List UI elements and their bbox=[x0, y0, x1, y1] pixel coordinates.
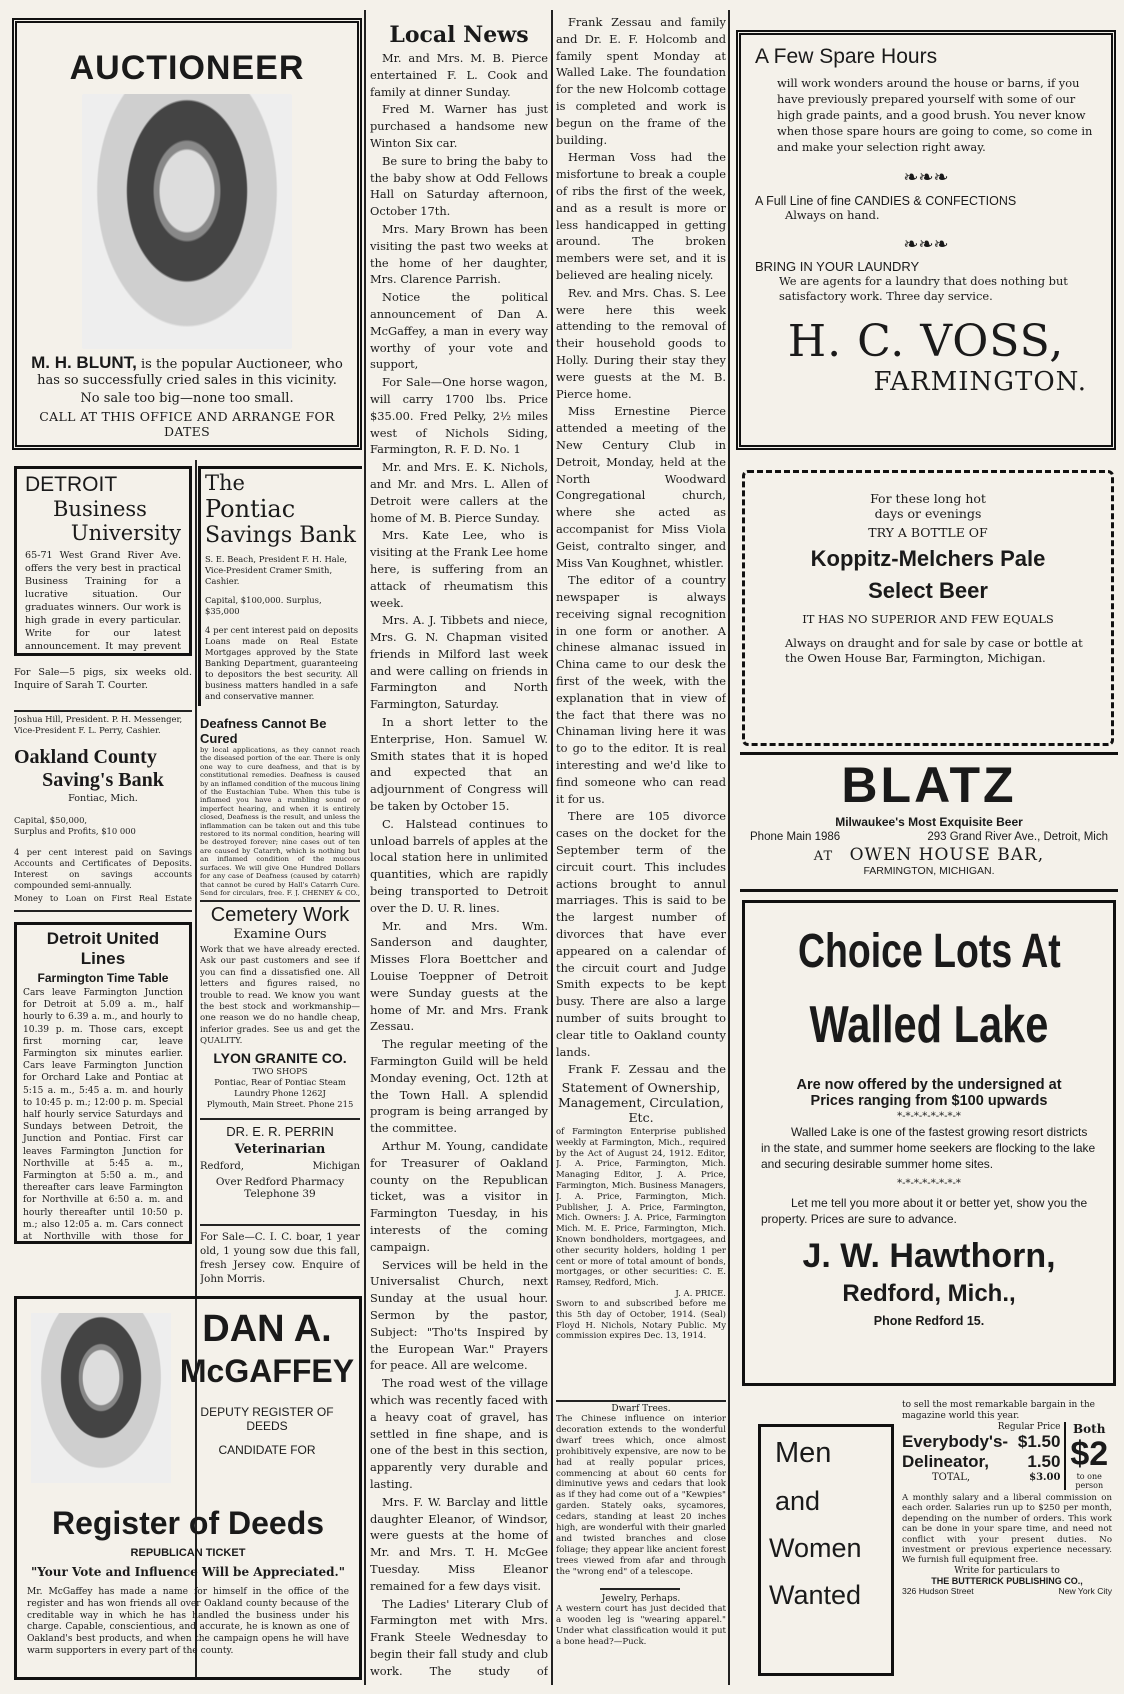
perrin-ad bbox=[200, 1124, 360, 1224]
lots-body-1: Walled Lake is one of the fastest growing resort districts in the state, and summer home seekers are flocking to the lake and securing desirable summer home sites. bbox=[761, 1125, 1096, 1171]
wanted-write: Write for particulars to bbox=[954, 1565, 1060, 1576]
mcgaffey-candidate: CANDIDATE FOR bbox=[218, 1443, 316, 1457]
lots-town: Redford, Mich., bbox=[842, 1280, 1016, 1307]
ocsb-officers: Joshua Hill, President. P. H. Messenger, Vice-President F. L. Perry, Cashier. bbox=[14, 714, 183, 735]
voss-ornament: ❧❧❧ bbox=[903, 167, 949, 188]
auctioneer-name: M. H. BLUNT, bbox=[31, 353, 137, 372]
news-item: Miss Ernestine Pierce attended a meeting of the New Century Club in Detroit, Monday, held at the North Woodward Congregational church, where she acted as accompanist for Miss Viola Geist, contralto singer, and Miss Van Koughnet, whistler. bbox=[556, 404, 726, 570]
wanted-intro: to sell the most remarkable bargain in the magazine world this year. bbox=[902, 1400, 1095, 1421]
walled-lake-lots-ad bbox=[742, 900, 1116, 1386]
auctioneer-line3: CALL AT THIS OFFICE AND ARRANGE FOR DATES bbox=[39, 409, 335, 439]
news-item: Rev. and Mrs. Chas. S. Lee were here this week attending to the removal of their household goods to Holly. During their stay they were guests at the M. B. Pierce home. bbox=[556, 285, 726, 401]
voss-candies2: Always on hand. bbox=[785, 208, 880, 222]
news-item: For Sale—One horse wagon, will carry 1700 lbs. Price $35.00. Fred Pelky, 2½ miles west of Nichols Siding, Farmington, R. F. D. No. 1 bbox=[370, 375, 548, 457]
news-item: The road west of the village which was recently faced with a heavy coat of gravel, has settled in fine shape, and is one of the best in this section, apparently very durable and lasting. bbox=[370, 1376, 548, 1491]
news-item: Arthur M. Young, candidate for Treasurer of Oakland county on the Republican ticket, was a visitor in Farmington Tuesday, in his interests of the coming campaign. bbox=[370, 1139, 548, 1254]
voss-laundry2: We are agents for a laundry that does nothing but satisfactory work. Three day service. bbox=[779, 274, 1068, 303]
jewelry-perhaps bbox=[556, 1594, 726, 1674]
lots-stars: *-*-*-*-*-*-*-* bbox=[897, 1111, 961, 1122]
dbu-title-1: DETROIT bbox=[25, 473, 118, 496]
for-sale-boar: For Sale—C. I. C. boar, 1 year old, 1 young sow due this fall, fresh Jersey cow. Enquire of John Morris. bbox=[200, 1231, 360, 1285]
news-item: The editor of a country newspaper is always receiving signal recognition in one form or another. A chinese almanac issued in China came to our desk the first of the week, with the explanation that in view of the fact that there was no Chinaman living here it was to go to the editor. It is real interesting and we'd like to find someone who can read it for us. bbox=[556, 573, 726, 806]
lots-title-1: Choice Lots At bbox=[797, 925, 1061, 978]
wanted-body: A monthly salary and a liberal commission on each order. Salaries run up to $250 per month, depending on the number of orders. This work can be done in your spare time, and need not conflict with your present duties. No investment or previous experience necessary. We furnish full equipment free. bbox=[902, 1493, 1112, 1566]
ocsb-body: 4 per cent interest paid on Savings Accounts and Certificates of Deposits. Interest on savings accounts compounded semi-annually. bbox=[14, 847, 192, 890]
beer-l6: IT HAS NO SUPERIOR AND FEW EQUALS bbox=[802, 612, 1054, 626]
mcgaffey-body: Mr. McGaffey has made a name for himself in the office of the register and has won friends all over Oakland county because of the creditable way in which he has handled the business under his charge. Capable, conscientious, and accurate, he is known as one of Oakland's best products, and when the campaign opens he will have warm supporters in every part of the county. bbox=[27, 1587, 349, 1656]
news-item: Frank Zessau and family and Dr. E. F. Holcomb and family spent Monday at Walled Lake. The foundation for the new Holcomb cottage is completed and work is begun on the frame of the building. bbox=[556, 15, 726, 147]
news-item: Services will be held in the Universalist Church, next Sunday at the usual hour. Sermon by the pastor, Subject: "Tho'ts Inspired by the European War." Prayers for peace. All are welcome. bbox=[370, 1257, 548, 1373]
mcgaffey-ticket: REPUBLICAN TICKET bbox=[130, 1547, 246, 1559]
ocsb-surplus: Surplus and Profits, $10 000 bbox=[14, 826, 136, 836]
wanted-company: THE BUTTERICK PUBLISHING CO., bbox=[931, 1575, 1083, 1586]
psb-title-3: Savings Bank bbox=[205, 523, 356, 548]
blatz-ad bbox=[740, 752, 1118, 892]
cemetery-addr1: Pontiac, Rear of Pontiac Steam Laundry Phone 1262J bbox=[214, 1076, 346, 1098]
news-item: The regular meeting of the Farmington Guild will be held Monday evening, Oct. 12th at the Town Hall. A splendid program is being arranged by the committee. bbox=[370, 1037, 548, 1136]
lots-phone: Phone Redford 15. bbox=[873, 1314, 985, 1328]
wanted-regular: Regular Price bbox=[997, 1422, 1061, 1432]
news-item: In a short letter to the Enterprise, Hon. Samuel W. Smith states that it is hoped and expected that an adjournment of Congress will be taken by October 15. bbox=[370, 715, 548, 814]
mcgaffey-name-1: DAN A. bbox=[202, 1308, 332, 1350]
lots-stars-2: *-*-*-*-*-*-*-* bbox=[897, 1178, 961, 1189]
dbu-title-3: University bbox=[70, 521, 181, 545]
dwarf-trees bbox=[556, 1404, 726, 1584]
wanted-price-2: 1.50 bbox=[1027, 1452, 1061, 1471]
perrin-over: Over Redford Pharmacy bbox=[215, 1176, 345, 1188]
statement-title: Statement of Ownership, Management, Circulation, Etc. bbox=[557, 1080, 725, 1125]
wanted-everybodys: Everybody's- bbox=[902, 1432, 1009, 1451]
beer-l7: Always on draught and for sale by case or bottle at the Owen House Bar, Farmington, Michigan. bbox=[785, 636, 1083, 665]
statement-sworn: Sworn to and subscribed before me this 5th day of October, 1914. (Seal) Floyd H. Nichols, Notary Public. My commission expires Dec. 13, 1914. bbox=[556, 1298, 726, 1342]
blatz-at: AT bbox=[813, 849, 834, 864]
perrin-title: Veterinarian bbox=[234, 1142, 326, 1157]
news-item: Mrs. F. W. Barclay and little daughter Eleanor, of Windsor, were guests at the home of Mr. and Mrs. T. H. McGee Tuesday. Miss Eleanor remained for a few days visit. bbox=[370, 1494, 548, 1593]
ocsb-title-2: Saving's Bank bbox=[42, 769, 164, 791]
dul-title: Detroit United Lines bbox=[46, 929, 160, 968]
perrin-state: Michigan bbox=[312, 1161, 360, 1172]
cemetery-addr2: Plymouth, Main Street. Phone 215 bbox=[206, 1098, 354, 1109]
mcgaffey-slogan: "Your Vote and Influence Will be Appreciated." bbox=[31, 1565, 345, 1579]
news-item: Herman Voss had the misfortune to break a couple of ribs the first of the week, and as a result is more or less handicapped in getting around. The broken members were set, and it is believed are healing nicely. bbox=[556, 150, 726, 282]
auctioneer-title: AUCTIONEER bbox=[69, 49, 305, 87]
psb-title-1: The bbox=[205, 471, 245, 495]
wanted-w4: Wanted bbox=[769, 1580, 862, 1610]
psb-officers: S. E. Beach, President F. H. Hale, Vice-President Cramer Smith, Cashier. bbox=[205, 554, 348, 586]
mcgaffey-deputy-2: DEEDS bbox=[246, 1419, 288, 1433]
mcgaffey-deputy-1: DEPUTY REGISTER OF bbox=[200, 1405, 334, 1419]
cemetery-title: Cemetery Work bbox=[210, 904, 350, 926]
wanted-w2: and bbox=[775, 1486, 821, 1516]
cemetery-ad bbox=[200, 904, 360, 1114]
lots-body-2: Let me tell you more about it or better yet, show you the property. Prices are sure to advance. bbox=[761, 1196, 1088, 1226]
cemetery-company: LYON GRANITE CO. bbox=[213, 1049, 347, 1066]
deafness-ad bbox=[200, 716, 360, 896]
news-item: The Ladies' Literary Club of Farmington met with Mrs. Frank Steele Wednesday to begin their fall study and club work. The study of bbox=[370, 1596, 548, 1678]
voss-title: A Few Spare Hours bbox=[755, 45, 938, 68]
news-item: Fred M. Warner has just purchased a handsome new Winton Six car. bbox=[370, 102, 548, 150]
cemetery-shops: TWO SHOPS bbox=[252, 1065, 308, 1076]
blatz-address: 293 Grand River Ave., Detroit, Mich bbox=[927, 831, 1108, 843]
mcgaffey-portrait bbox=[31, 1313, 171, 1483]
ocsb-capital: Capital, $50,000, bbox=[14, 815, 88, 825]
auctioneer-ad bbox=[12, 18, 362, 450]
detroit-business-ad bbox=[14, 466, 192, 656]
dwarf-body: The Chinese influence on interior decoration extends to the wonderful dwarf trees which, once almost prohibitively expensive, are now to be had at really popular prices, commencing at about 60 cents for diminutive yews and cedars that look as if they had come out of a "Kewpies" garden. Stately oaks, sycamores, cedars, standing at least 20 inches high, are wonderful with their gnarled and twisted branches and close foliage; they appear like ancient forest trees viewed from afar and through the "wrong end" of a telescope. bbox=[556, 1414, 726, 1577]
perrin-city: Redford, bbox=[200, 1161, 244, 1172]
news-item: Mrs. Mary Brown has been visiting the past two weeks at the home of her daughter, Mrs. Clarence Parrish. bbox=[370, 221, 548, 287]
news-item: Mr. and Mrs. M. B. Pierce entertained F. L. Cook and family at dinner Sunday. bbox=[370, 51, 548, 99]
wanted-price-3: $3.00 bbox=[1029, 1472, 1061, 1483]
jewelry-title: Jewelry, Perhaps. bbox=[601, 1594, 681, 1604]
wanted-delineator: Delineator, bbox=[902, 1452, 989, 1471]
cemetery-subtitle: Examine Ours bbox=[233, 927, 327, 942]
news-item: C. Halstead continues to unload barrels of apples at the local station here in unlimited quantities, which are rapidly being transported to Detroit over the D. U. R. lines. bbox=[370, 816, 548, 915]
psb-capital: Capital, $100,000. Surplus, $35,000 bbox=[205, 595, 322, 616]
voss-ornament-2: ❧❧❧ bbox=[903, 234, 949, 255]
voss-body1: will work wonders around the house or barns, if you have previously prepared yourself with some of our high grade paints, and a good brush. You never know when those spare hours are going to come, so come in and make your selection right away. bbox=[777, 76, 1093, 154]
beer-ad bbox=[742, 470, 1114, 746]
blatz-phone: Phone Main 1986 bbox=[750, 831, 841, 843]
beer-l3: TRY A BOTTLE OF bbox=[868, 525, 988, 540]
news-item: Mr. and Mrs. E. K. Nichols, and Mr. and Mrs. L. Allen of Detroit were callers at the home of M. B. Pierce Sunday. bbox=[370, 460, 548, 525]
blatz-slogan: Milwaukee's Most Exquisite Beer bbox=[835, 815, 1023, 829]
cemetery-body: Work that we have already erected. Ask our past customers and see if you can find a dissatisfied one. All letters and figures raised, no trouble to read. We know you want the best stock and workmanship—one reason we do no handle cheap, inferior grades. See us and get the QUALITY. bbox=[200, 945, 360, 1047]
dwarf-title: Dwarf Trees. bbox=[611, 1404, 671, 1414]
news-item: There are 105 divorce cases on the docket for the September term of the circuit court. This includes actions brought to annul marriages. This is said to be the largest number of divorces that have ever appeared on a calendar of the circuit court and Judge Smith expects to be kept busy. There are also a large number of suits brought to clear title to Oakland county lands. bbox=[556, 809, 726, 1059]
local-news-col1 bbox=[370, 22, 548, 1682]
jewelry-body: A western court has just decided that a wooden leg is "wearing apparel." Under what classification would it put a bone head?—Puck. bbox=[556, 1604, 726, 1647]
lots-offer-2: Prices ranging from $100 upwards bbox=[810, 1093, 1048, 1109]
auctioneer-portrait bbox=[82, 94, 292, 349]
news-item: Frank F. Zessau and the bbox=[568, 1062, 726, 1076]
news-item: Be sure to bring the baby to the baby show at Odd Fellows Hall on Saturday afternoon, October 17th. bbox=[370, 153, 548, 219]
local-news-title: Local News bbox=[389, 22, 529, 48]
auctioneer-line1: is the popular Auctioneer, who has so successfully cried sales in this vicinity. bbox=[37, 357, 343, 388]
mcgaffey-office: Register of Deeds bbox=[51, 1505, 325, 1541]
oakland-bank-ad bbox=[14, 714, 192, 904]
wanted-w3: Women bbox=[769, 1533, 862, 1563]
voss-candies: A Full Line of fine CANDIES & CONFECTIONS bbox=[755, 194, 1017, 208]
statement-sign: J. A. PRICE. bbox=[675, 1288, 726, 1299]
wanted-ad bbox=[746, 1398, 1116, 1682]
detroit-united-ad bbox=[14, 922, 192, 1244]
wanted-w1: Men bbox=[775, 1437, 832, 1469]
mcgaffey-name-2: McGAFFEY bbox=[179, 1353, 355, 1389]
column-rule bbox=[551, 10, 553, 1685]
voss-town: FARMINGTON. bbox=[873, 367, 1087, 397]
wanted-price-1: $1.50 bbox=[1017, 1432, 1061, 1451]
perrin-name: DR. E. R. PERRIN bbox=[226, 1124, 334, 1139]
voss-ad bbox=[736, 30, 1116, 450]
column-rule bbox=[728, 10, 730, 1685]
local-news-col2 bbox=[556, 14, 726, 1076]
beer-l4: Koppitz-Melchers Pale bbox=[810, 546, 1046, 571]
wanted-both: Both bbox=[1073, 1422, 1106, 1436]
psb-body: 4 per cent interest paid on deposits Loans made on Real Estate Mortgages approved by the State Banking Department, guaranteeing to depositors the best security. All business matters handled in a safe and conservative manner. bbox=[205, 625, 358, 701]
news-item: Mr. and Mrs. Wm. Sanderson and daughter, Misses Flora Boettcher and Louise Toeppner of Detroit were Sunday guests at the home of Mr. and Mrs. Frank Zessau. bbox=[370, 918, 548, 1034]
beer-l5: Select Beer bbox=[868, 578, 988, 603]
dul-body: Cars leave Farmington Junction for Detroit at 5.09 a. m., half hourly to 6.39 a. m., and hourly to 10.39 p. m. Those cars, except first morning car, leave Farmington six minutes earlier. Cars leave Farmington Junction for Orchard Lake and Pontiac at 5:15 a. m., 5:45 a. m. and hourly to 10:45 p. m.; 12:00 p. m. Special half hourly service Saturdays and Sundays between Detroit, the Junction and Pontiac. First car leaves Farmington Junction for Northville at 5:45 a. m., Farmington at 5:50 a. m., and thereafter cars leave Farmington for Northville at 6:50 a. m. and hourly thereafter until 10:50 p. m.; also 12:05 a. m. Cars connect at Northville with those for bbox=[23, 988, 183, 1243]
deafness-title: Deafness Cannot Be Cured bbox=[200, 716, 327, 746]
deafness-body: by local applications, as they cannot reach the diseased portion of the ear. There is only one way to cure deafness, and that is by constitutional remedies. Deafness is caused by an inflamed condition of the mucous lining of the Eustachian Tube. When this tube is inflamed you have a rumbling sound or imperfect hearing, and when it is entirely closed, Deafness is the result, and unless the inflammation can be taken out and this tube restored to its normal condition, hearing will be destroyed forever; nine cases out of ten are caused by Catarrh, which is nothing but an inflamed condition of the mucous surfaces. We will give One Hundred Dollars for any case of Deafness (caused by catarrh) that cannot be cured by Hall's Catarrh Cure. Send for circulars, free. F. J. CHENEY & CO., bbox=[200, 746, 360, 896]
blatz-name: BLATZ bbox=[841, 757, 1017, 813]
beer-l1: For these long hot bbox=[870, 491, 986, 506]
lots-name: J. W. Hawthorn, bbox=[802, 1237, 1056, 1275]
dbu-body: 65-71 West Grand River Ave. offers the very best in practical Business Training for a lucrative situation. Our graduates winners. Our work is high grade in every particular. Write for our latest announcement. It may prevent bbox=[25, 550, 181, 652]
ocsb-title-1: Oakland County bbox=[14, 746, 157, 768]
news-item: Mrs. A. J. Tibbets and niece, Mrs. G. N. Chapman visited friends in Milford last week and were calling on friends in Farmington and North Farmington, Saturday. bbox=[370, 613, 548, 712]
wanted-big-price: $2 bbox=[1070, 1435, 1109, 1473]
mcgaffey-ad bbox=[14, 1296, 362, 1680]
auctioneer-line2: No sale too big—none too small. bbox=[80, 391, 294, 406]
perrin-phone: Telephone 39 bbox=[244, 1188, 316, 1200]
blatz-town: FARMINGTON, MICHIGAN. bbox=[863, 865, 995, 877]
voss-laundry: BRING IN YOUR LAUNDRY bbox=[755, 259, 920, 274]
lots-offer-1: Are now offered by the undersigned at bbox=[796, 1077, 1062, 1093]
wanted-street: 326 Hudson Street bbox=[902, 1585, 974, 1596]
wanted-total: TOTAL, bbox=[932, 1472, 971, 1483]
statement-body: of Farmington Enterprise published weekly at Farmington, Mich., required by the Act of August 24, 1912. Editor, J. A. Price, Farmington, Mich. Managing Editor, J. A. Price, Farmington, Mich. Business Managers, J. A. Price, Farmington, Mich. Publisher, J. A. Price, Farmington, Mich. Owners: J. A. Price, Farmington Mich. M. E. Price, Farmington, Mich. Known bondholders, mortgagees, and other security holders, holding 1 per cent or more of total amount of bonds, mortgages, or other securities: C. E. Ramsey, Redford, Mich. bbox=[556, 1127, 726, 1289]
news-item: Mrs. Kate Lee, who is visiting at the Frank Lee home here, is suffering from an attack of rheumatism this week. bbox=[370, 528, 548, 610]
news-item: Notice the political announcement of Dan A. McGaffey, a man in every way worthy of your vote and support, bbox=[370, 290, 548, 372]
wanted-per: to one person bbox=[1075, 1472, 1104, 1490]
blatz-bar: OWEN HOUSE BAR, bbox=[849, 845, 1045, 865]
statement-ownership bbox=[556, 1080, 726, 1400]
beer-l2: days or evenings bbox=[874, 506, 982, 521]
ocsb-loan: Money to Loan on First Real Estate bbox=[14, 893, 192, 903]
ocsb-title-3: Fontiac, Mich. bbox=[68, 793, 138, 804]
wanted-city: New York City bbox=[1058, 1585, 1112, 1596]
psb-title-2: Pontiac bbox=[205, 495, 296, 523]
column-rule bbox=[364, 10, 366, 1685]
voss-name: H. C. VOSS, bbox=[787, 316, 1065, 367]
pontiac-savings-ad bbox=[198, 466, 362, 706]
dul-subtitle: Farmington Time Table bbox=[37, 971, 169, 985]
lots-title-2: Walled Lake bbox=[809, 996, 1049, 1054]
for-sale-pigs: For Sale—5 pigs, six weeks old. Inquire of Sarah T. Courter. bbox=[14, 667, 192, 691]
dbu-title-2: Business bbox=[53, 497, 147, 521]
